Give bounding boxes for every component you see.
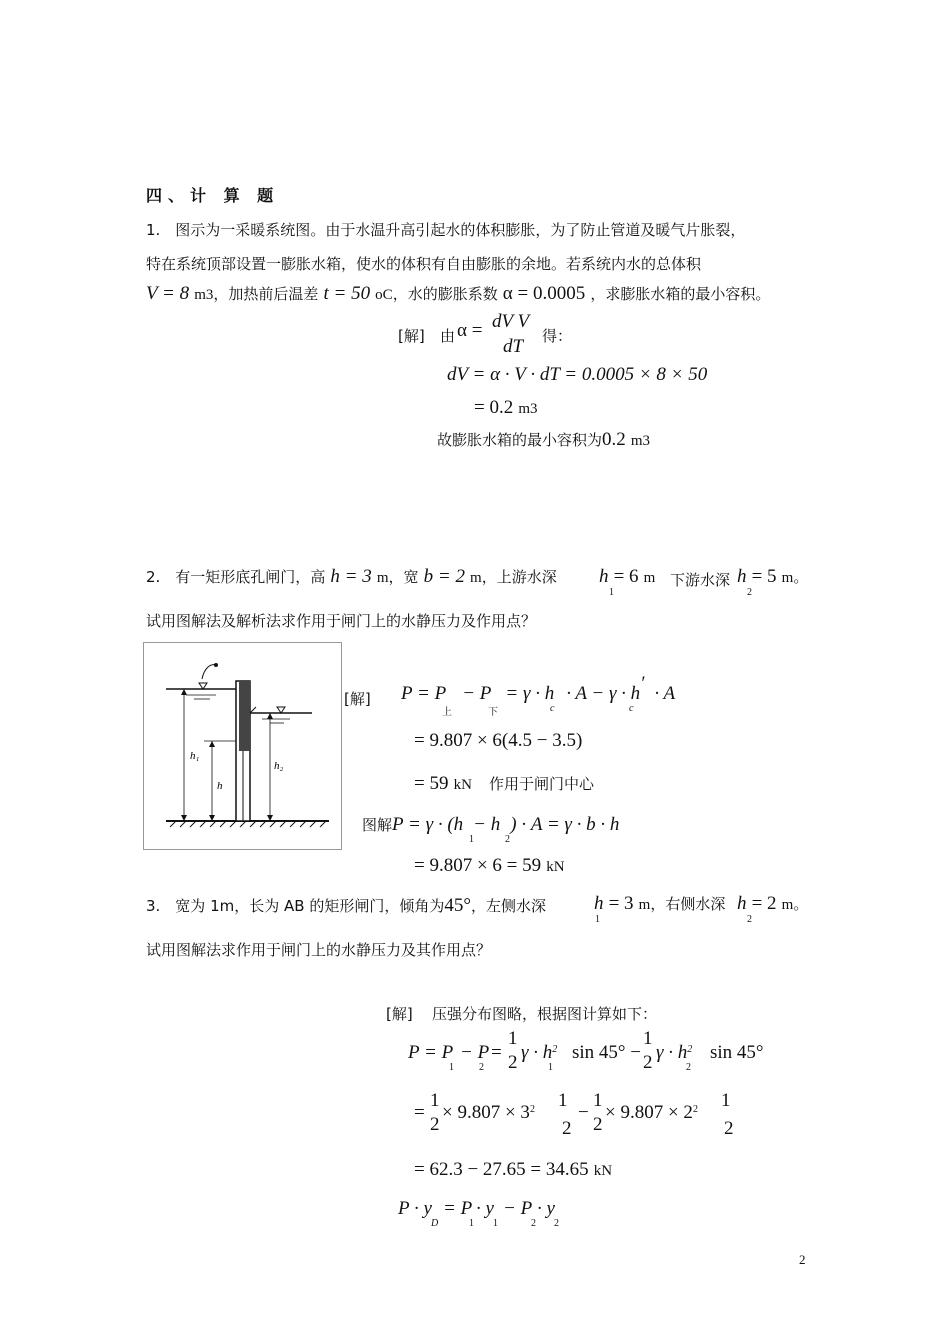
q1-temp: t = 50	[323, 283, 371, 304]
q3-text-2: ，左侧水深	[470, 897, 546, 915]
q2-eq1-a: P = P	[401, 683, 447, 704]
q3-h1-unit: m	[638, 897, 651, 913]
q2-text-3: ，上游水深	[481, 568, 557, 586]
q3-h1-sub: 1	[595, 914, 600, 925]
q1-volume: V = 8	[146, 283, 190, 304]
q3-eq4-sub-2: 1	[493, 1218, 498, 1229]
q2-end: 。	[793, 568, 809, 586]
q3-eq2-b-text: × 9.807 × 3	[442, 1102, 530, 1123]
q2-eq3-note: 作用于闸门中心	[489, 775, 595, 793]
q2-text-1: 2. 有一矩形底孔闸门，高	[146, 568, 326, 586]
q2-h2	[737, 566, 808, 588]
q3-eq3-value: = 62.3 − 27.65 = 34.65	[414, 1159, 589, 1180]
q3-eq1-a: P = P	[408, 1042, 454, 1063]
q2-eq4-b: − h	[473, 814, 501, 835]
q3-eq2-frac-den-2: 2	[562, 1118, 572, 1139]
q3-eq4-e: · y	[537, 1198, 555, 1219]
q3-line2: 试用图解法求作用于闸门上的水静压力及其作用点？	[146, 941, 492, 959]
q3-h2-unit: m	[781, 897, 794, 913]
q1-text-ask: ，求膨胀水箱的最小容积。	[590, 285, 771, 303]
q1-sol-de: 得：	[542, 327, 573, 345]
q3-eq1-b: − P	[460, 1042, 490, 1063]
q1-line3	[146, 283, 770, 305]
q3-eq4-sub-d: D	[431, 1218, 439, 1229]
q3-eq2-d	[605, 1102, 698, 1124]
q3-eq2-frac-num-1: 1	[430, 1090, 440, 1111]
q1-eq2	[474, 397, 537, 419]
q1-eq2-value: = 0.2	[474, 397, 514, 418]
fig-label-h1: h₁	[190, 750, 200, 762]
sluice-gate-figure	[143, 642, 342, 850]
q3-eq3-unit: kN	[593, 1163, 613, 1179]
q3-eq4-d: − P	[503, 1198, 533, 1219]
page-number: 2	[799, 1252, 806, 1267]
q1-alpha: α = 0.0005	[502, 283, 586, 304]
fig-label-h: h	[217, 780, 223, 792]
q2-eq1	[401, 673, 676, 705]
q2-width: b = 2	[423, 566, 465, 587]
q2-h2-value: = 5	[751, 566, 777, 587]
q2-unit-1: m	[376, 570, 389, 586]
q3-eq4-c: · y	[476, 1198, 494, 1219]
q3-end: 。	[793, 895, 809, 913]
q2-h1-unit: m	[643, 570, 656, 586]
q1-solution-label: [解]	[398, 327, 425, 345]
q3-h1-value: = 3	[608, 893, 634, 914]
q3-eq1-sq-2: 2	[687, 1044, 693, 1055]
q3-h2-sub: 2	[747, 914, 752, 925]
q3-eq1-d-text: γ · h	[521, 1042, 553, 1063]
q1-eq1: dV = α · V · dT = 0.0005 × 8 × 50	[447, 364, 708, 385]
q2-eq1-b: − P	[462, 683, 492, 704]
q3-eq2-frac-den-3: 2	[593, 1114, 603, 1135]
q2-eq3-unit: kN	[453, 777, 472, 793]
q3-eq2-sq-2: 2	[692, 1104, 698, 1115]
q2-eq3	[414, 773, 594, 795]
q3-eq3	[414, 1159, 612, 1181]
q3-eq2-a: =	[414, 1102, 425, 1123]
q2-text-2: ，宽	[388, 568, 419, 586]
q2-eq4-c: ) · A = γ · b · h	[510, 814, 620, 835]
q3-eq2-frac-num-4: 1	[721, 1090, 731, 1111]
q1-volume-unit: m3	[194, 287, 214, 303]
q3-eq2-frac-num-3: 1	[593, 1090, 603, 1111]
q3-eq1-c: =	[491, 1042, 502, 1063]
q3-eq1-sq-1: 2	[552, 1044, 558, 1055]
q1-temp-unit: oC	[375, 287, 393, 303]
q2-eq5-value: = 9.807 × 6 = 59	[414, 855, 542, 876]
q2-eq1-sub-down: 下	[488, 707, 498, 718]
q2-eq4	[362, 814, 619, 836]
q2-h2-unit: m	[781, 570, 794, 586]
q3-eq1-sub-3: 1	[548, 1062, 553, 1073]
q3-h1-symbol: h	[594, 893, 604, 914]
q1-line2: 特在系统顶部设置一膨胀水箱，使水的体积有自由膨胀的余地。若系统内水的总体积	[146, 255, 702, 273]
q1-conclusion-unit: m3	[630, 433, 651, 449]
q3-eq1-f	[656, 1042, 692, 1064]
q1-sol-alpha: α =	[457, 320, 483, 341]
q2-eq3-value: = 59	[414, 773, 449, 794]
q3-eq1-sub-1: 1	[449, 1062, 454, 1073]
q1-sol-numerator: dV V	[492, 311, 530, 332]
q3-eq4-sub-1: 1	[469, 1218, 474, 1229]
q2-eq2: = 9.807 × 6(4.5 − 3.5)	[414, 730, 583, 751]
q2-eq1-sub-c2: c	[629, 703, 634, 714]
q1-conclusion-text: 故膨胀水箱的最小容积为	[437, 431, 603, 449]
q3-frac-den-1: 2	[508, 1052, 518, 1073]
q3-h2	[737, 893, 808, 915]
q1-sol-denominator: dT	[503, 336, 524, 357]
q2-unit-2: m	[470, 570, 482, 586]
fig-label-h2: h₂	[274, 760, 284, 772]
q3-eq1-e: sin 45° −	[572, 1042, 641, 1063]
q2-h2-sub: 2	[747, 587, 752, 598]
q3-h1	[594, 893, 725, 915]
q2-height: h = 3	[330, 566, 372, 587]
q2-eq1-e: · A	[654, 683, 676, 704]
q3-eq4-sub-4: 2	[554, 1218, 559, 1229]
q3-eq4-sub-3: 2	[531, 1218, 536, 1229]
q2-eq4-sub1: 1	[469, 834, 474, 845]
q3-frac-den-2: 2	[643, 1052, 653, 1073]
q2-eq1-sub-c: c	[550, 703, 555, 714]
q1-eq2-unit: m3	[518, 401, 538, 417]
q3-eq2-frac-den-4: 2	[724, 1118, 734, 1139]
q2-eq4-sub2: 2	[505, 834, 510, 845]
q2-solution-label: [解]	[344, 690, 371, 708]
sluice-gate-diagram	[144, 643, 341, 849]
q2-eq1-sub-up: 上	[442, 707, 452, 718]
q3-eq4-a: P · y	[398, 1198, 432, 1219]
q3-frac-num-1: 1	[508, 1028, 518, 1049]
q2-h1-value: = 6	[613, 566, 639, 587]
q1-text-alpha: ，水的膨胀系数	[392, 285, 498, 303]
q2-eq1-c: = γ · h	[505, 683, 555, 704]
q3-eq2-b	[442, 1102, 535, 1124]
q3-eq1-f-text: γ · h	[656, 1042, 688, 1063]
q3-solution-label: [解]	[386, 1005, 413, 1023]
q3-solution-text: 压强分布图略，根据图计算如下：	[432, 1005, 658, 1023]
q3-text-3: ，右侧水深	[650, 895, 726, 913]
q1-conclusion-value: 0.2	[602, 429, 626, 450]
q2-h1-symbol: h	[599, 566, 609, 587]
q2-h2-symbol: h	[737, 566, 747, 587]
q3-eq2-frac-num-2: 1	[558, 1090, 568, 1111]
q3-h2-symbol: h	[737, 893, 747, 914]
q2-eq4-a: P = γ · (h	[392, 814, 464, 835]
q3-eq1-sub-4: 2	[686, 1062, 691, 1073]
q3-eq1-d	[521, 1042, 557, 1064]
q3-eq2-frac-den-1: 2	[430, 1114, 440, 1135]
q2-h1-sub: 1	[609, 587, 614, 598]
q3-eq4-b: = P	[443, 1198, 473, 1219]
q2-eq5-unit: kN	[546, 859, 565, 875]
q3-frac-num-2: 1	[643, 1028, 653, 1049]
q3-h2-value: = 2	[751, 893, 777, 914]
q1-sol-you: 由	[440, 327, 456, 345]
q3-text-1: 3. 宽为 1m，长为 AB 的矩形闸门，倾角为	[146, 897, 445, 915]
section-title: 四、计 算 题	[146, 186, 280, 205]
q3-eq1-sub-2: 2	[479, 1062, 484, 1073]
q2-text-4: 下游水深	[670, 571, 731, 589]
q3-eq1-g: sin 45°	[710, 1042, 764, 1063]
q2-h1	[599, 566, 655, 588]
q2-eq1-d: · A − γ · h	[566, 683, 641, 704]
q2-line1	[146, 566, 557, 588]
q3-line1	[146, 895, 546, 917]
q2-line2: 试用图解法及解析法求作用于闸门上的水静压力及作用点？	[146, 612, 537, 630]
q1-text-temp: ，加热前后温差	[213, 285, 319, 303]
q1-conclusion	[437, 429, 650, 451]
q2-graph-label: 图解	[362, 816, 393, 834]
q3-eq2-d-text: × 9.807 × 2	[605, 1102, 693, 1123]
q3-eq2-sq-1: 2	[529, 1104, 535, 1115]
q2-eq5	[414, 855, 565, 877]
q1-line1: 1. 图示为一采暖系统图。由于水温升高引起水的体积膨胀，为了防止管道及暖气片胀裂，	[146, 221, 746, 239]
q2-eq1-prime: ′	[640, 673, 645, 694]
q3-eq2-c: −	[578, 1102, 589, 1123]
q3-angle: 45°	[444, 895, 471, 916]
